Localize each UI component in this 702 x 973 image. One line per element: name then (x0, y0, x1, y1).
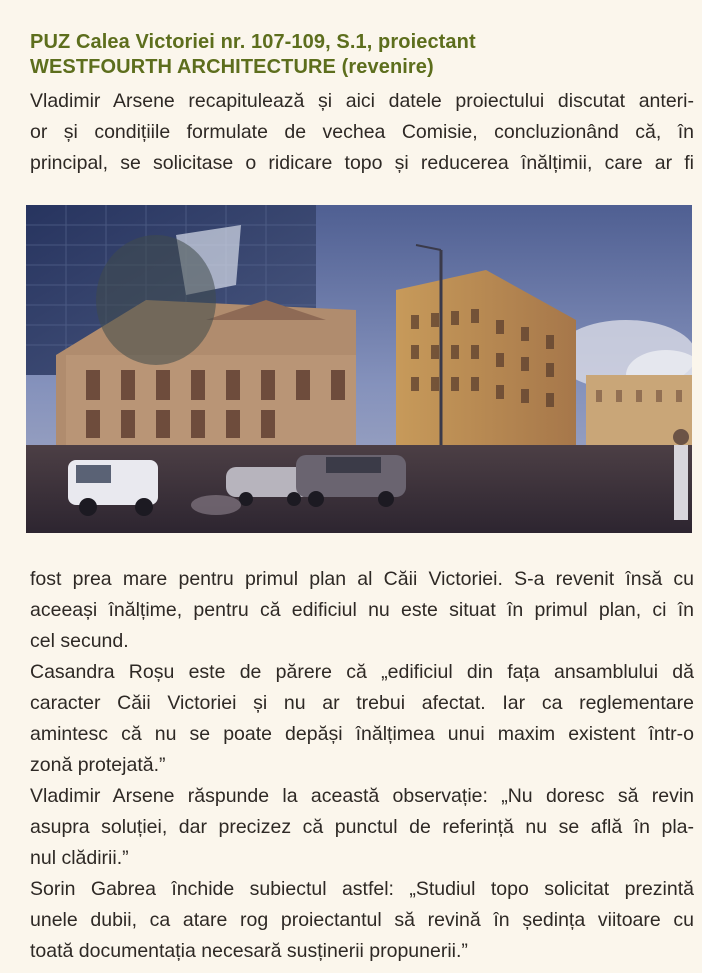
heading-line-1: PUZ Calea Victoriei nr. 107-109, S.1, proiectant (30, 31, 476, 53)
intro-line: or și condițiile formulate de vechea Comisie, concluzionând că, în (30, 121, 694, 143)
body-line: Sorin Gabrea închide subiectul astfel: „Studiul topo solicitat prezintă (30, 878, 694, 900)
body-line: toată documentația necesară susținerii propunerii.” (30, 940, 468, 962)
street-photo (26, 205, 692, 533)
body-line: Vladimir Arsene răspunde la această observație: „Nu doresc să revin (30, 785, 694, 807)
body-line: aceeași înălțime, pentru că edificiul nu este situat în primul plan, ci în (30, 599, 694, 621)
intro-line: Vladimir Arsene recapitulează și aici datele proiectului discutat anteri- (30, 90, 694, 112)
body-line: caracter Căii Victoriei și nu ar trebui afectat. Iar ca reglementare (30, 692, 694, 714)
street-photo-illustration (26, 205, 692, 533)
body-line: cel secund. (30, 630, 129, 652)
body-line: asupra soluției, dar precizez că punctul de referință nu se află în pla- (30, 816, 694, 838)
intro-paragraph (30, 86, 694, 179)
body-line: fost prea mare pentru primul plan al Căii Victoriei. S-a revenit însă cu (30, 568, 694, 590)
body-line: nul clădirii.” (30, 847, 129, 869)
body-line: unele dubii, ca atare rog proiectantul să revină în ședința viitoare cu (30, 909, 694, 931)
article-heading (30, 30, 680, 80)
body-paragraphs (30, 564, 694, 967)
body-line: amintesc că nu se poate depăși înălțimea unui maxim existent într-o (30, 723, 694, 745)
intro-line: principal, se solicitase o ridicare topo și reducerea înălțimii, care ar fi (30, 152, 694, 174)
heading-line-2: WESTFOURTH ARCHITECTURE (revenire) (30, 56, 434, 78)
body-line: zonă protejată.” (30, 754, 166, 776)
body-line: Casandra Roșu este de părere că „edificiul din fața ansamblului dă (30, 661, 694, 683)
